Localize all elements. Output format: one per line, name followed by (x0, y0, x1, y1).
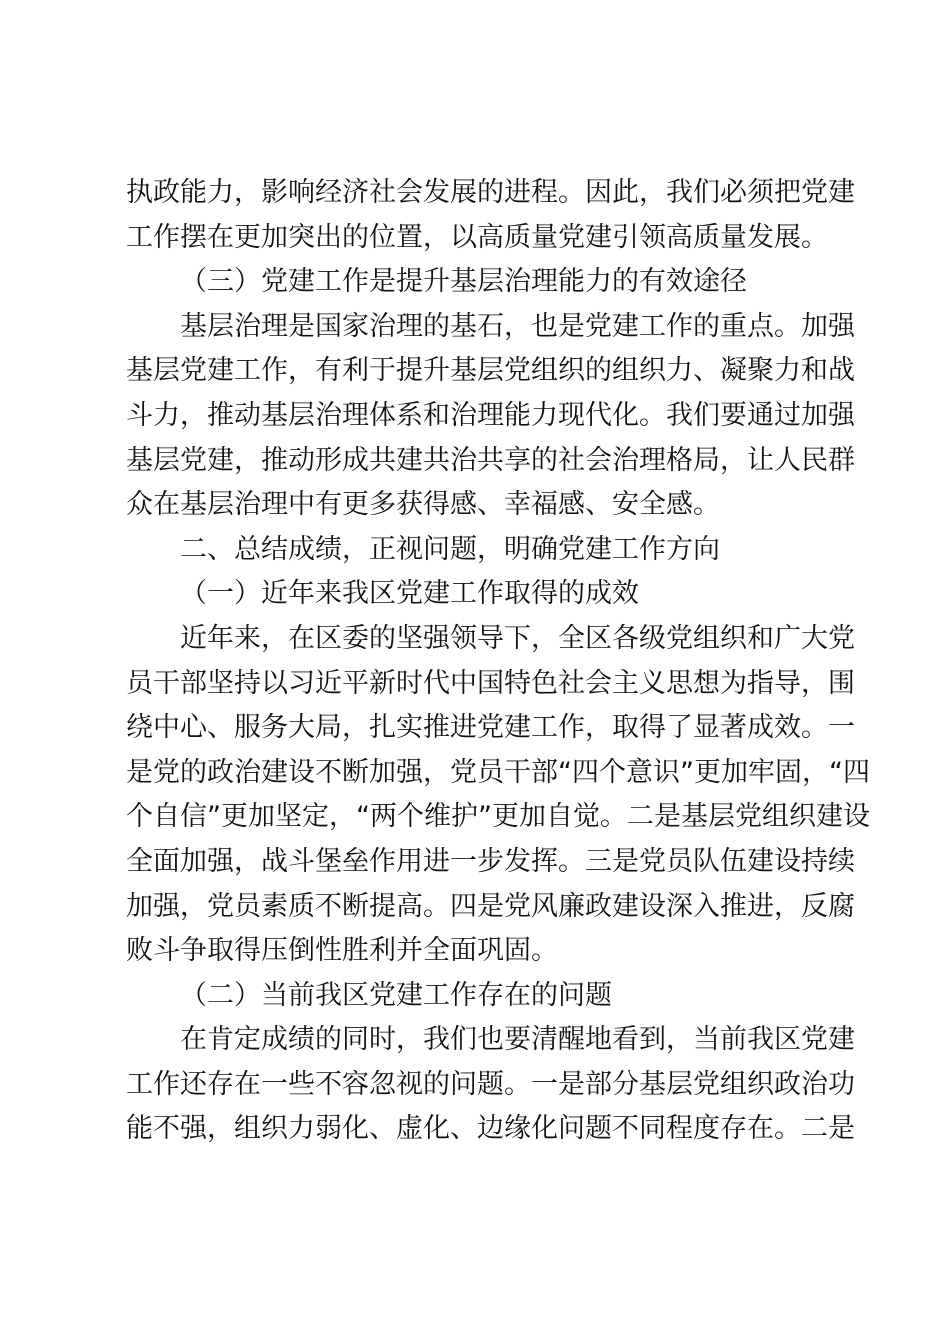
text-line: 加强，党员素质不断提高。四是党风廉政建设深入推进，反腐 (126, 890, 855, 922)
body-text (126, 171, 870, 1152)
text-line: 个自信”更加坚定，“两个维护”更加自觉。二是基层党组织建设 (126, 801, 870, 833)
text-line: 基层治理是国家治理的基石，也是党建工作的重点。加强 (180, 310, 855, 342)
text-line: 基层党建，推动形成共建共治共享的社会治理格局，让人民群 (126, 444, 855, 476)
text-line: 近年来，在区委的坚强领导下，全区各级党组织和广大党 (180, 622, 855, 654)
section-heading: （一）近年来我区党建工作取得的成效 (180, 578, 639, 610)
text-line: 众在基层治理中有更多获得感、幸福感、安全感。 (126, 489, 720, 521)
text-line: 工作摆在更加突出的位置，以高质量党建引领高质量发展。 (126, 221, 828, 253)
text-line: 败斗争取得压倒性胜利并全面巩固。 (126, 935, 558, 967)
text-line: 工作还存在一些不容忽视的问题。一是部分基层党组织政治功 (126, 1068, 855, 1100)
text-line: 员干部坚持以习近平新时代中国特色社会主义思想为指导，围 (126, 667, 855, 699)
text-line: 基层党建工作，有利于提升基层党组织的组织力、凝聚力和战 (126, 355, 855, 387)
section-heading: （二）当前我区党建工作存在的问题 (180, 979, 612, 1011)
chapter-heading: 二、总结成绩，正视问题，明确党建工作方向 (180, 533, 720, 565)
text-line: 能不强，组织力弱化、虚化、边缘化问题不同程度存在。二是 (126, 1113, 855, 1145)
text-line: 斗力，推动基层治理体系和治理能力现代化。我们要通过加强 (126, 399, 855, 431)
text-line: 是党的政治建设不断加强，党员干部“四个意识”更加牢固，“四 (126, 756, 870, 788)
section-heading: （三）党建工作是提升基层治理能力的有效途径 (180, 266, 747, 298)
text-line: 执政能力，影响经济社会发展的进程。因此，我们必须把党建 (126, 177, 855, 208)
text-line: 绕中心、服务大局，扎实推进党建工作，取得了显著成效。一 (126, 712, 855, 744)
text-line: 全面加强，战斗堡垒作用进一步发挥。三是党员队伍建设持续 (126, 845, 855, 877)
text-line: 在肯定成绩的同时，我们也要清醒地看到，当前我区党建 (180, 1024, 855, 1056)
